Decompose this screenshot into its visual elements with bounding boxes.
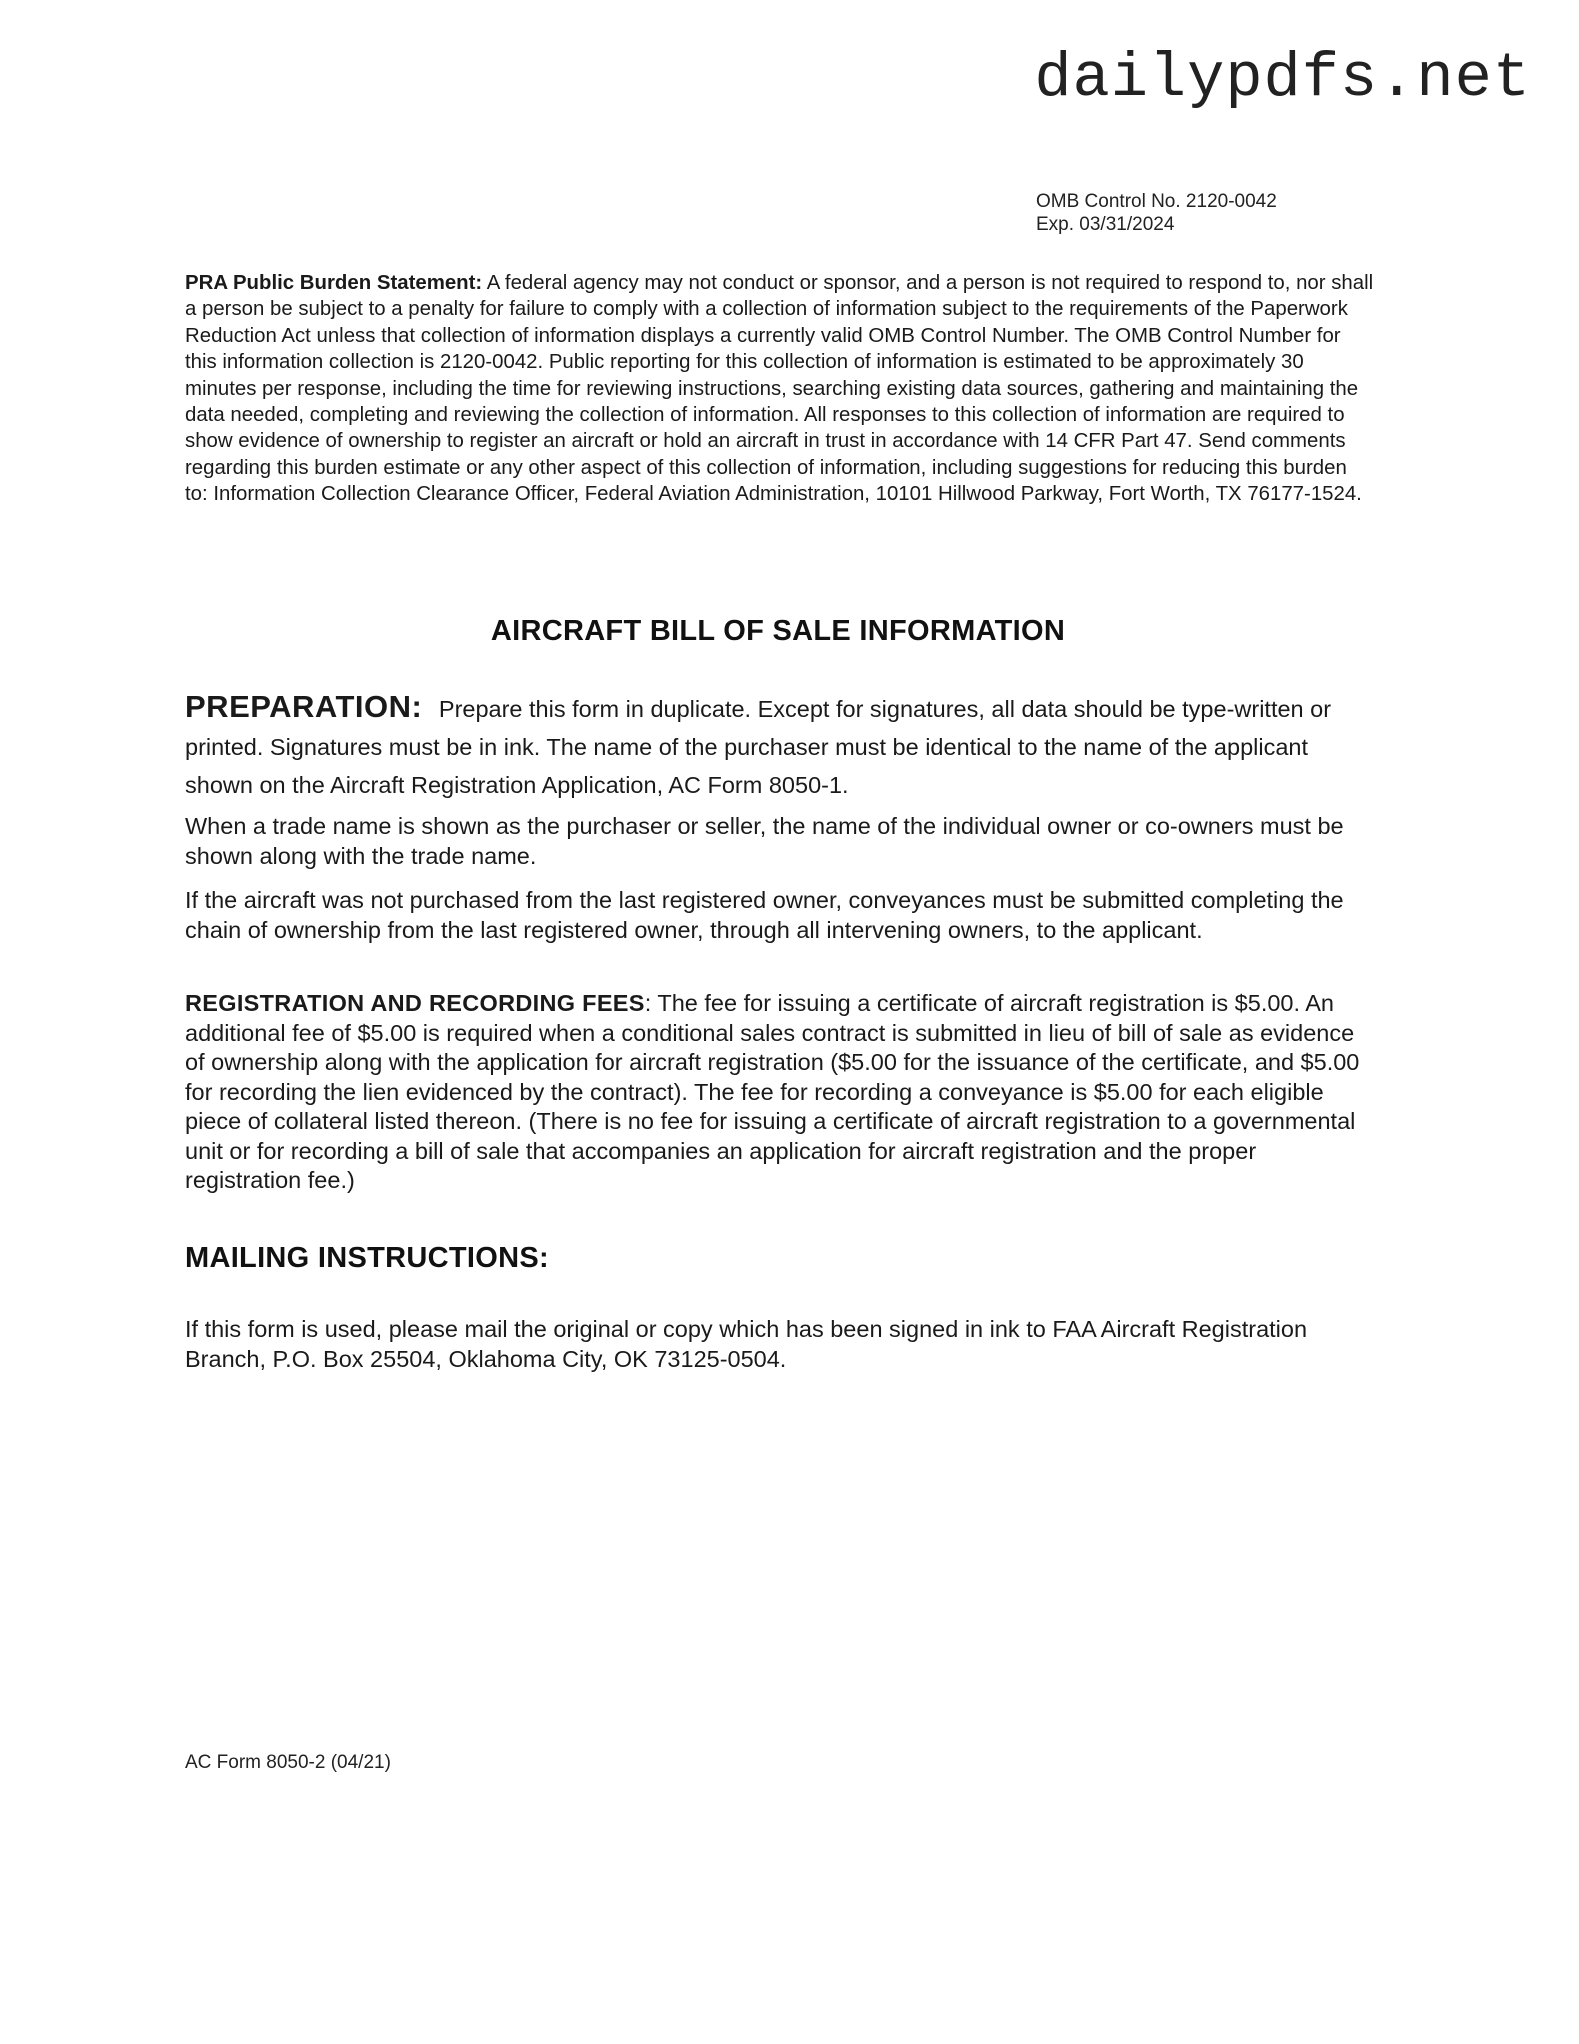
chain-of-ownership-paragraph: If the aircraft was not purchased from the last registered owner, conveyances must be submitted completing the chain of ownership from the last registered owner, through all intervening owners, to the applicant.	[185, 887, 1344, 943]
omb-control-block	[1036, 190, 1277, 236]
watermark: dailypdfs.net	[1034, 43, 1531, 114]
preparation-text: Prepare this form in duplicate. Except for signatures, all data should be type-written or printed. Signatures must be in ink. The name of the purchaser must be identical to the name of the applicant shown on the Aircraft Registration Application, AC Form 8050-1.	[185, 696, 1332, 798]
pra-label: PRA Public Burden Statement:	[185, 272, 483, 294]
form-number-footer: AC Form 8050-2 (04/21)	[185, 1752, 391, 1773]
omb-expiration: Exp. 03/31/2024	[1036, 214, 1175, 235]
preparation-section	[185, 688, 1375, 804]
fees-section	[185, 989, 1375, 1196]
pra-burden-statement	[185, 270, 1375, 508]
preparation-heading: PREPARATION:	[185, 689, 423, 724]
mailing-heading: MAILING INSTRUCTIONS:	[185, 1242, 549, 1274]
fees-heading: REGISTRATION AND RECORDING FEES	[185, 990, 645, 1016]
fees-text: : The fee for issuing a certificate of aircraft registration is $5.00. An additional fee of $5.00 is required when a conditional sales contract is submitted in lieu of bill of sale as evidence of ownership along with the application for aircraft registration ($5.00 for the issuance of the certificate, and $5.00 for recording the lien evidenced by the contract). The fee for recording a conveyance is $5.00 for each eligible piece of collateral listed thereon. (There is no fee for issuing a certificate of aircraft registration to a governmental unit or for recording a bill of sale that accompanies an application for aircraft registration and the proper registration fee.)	[185, 990, 1360, 1193]
page-title: AIRCRAFT BILL OF SALE INFORMATION	[490, 615, 1066, 647]
mailing-text: If this form is used, please mail the original or copy which has been signed in ink to FAA Aircraft Registration Branch, P.O. Box 25504, Oklahoma City, OK 73125-0504.	[185, 1316, 1308, 1372]
pra-text: A federal agency may not conduct or sponsor, and a person is not required to respond to, nor shall a person be subject to a penalty for failure to comply with a collection of information subject to the requirements of the Paperwork Reduction Act unless that collection of information displays a currently valid OMB Control Number. The OMB Control Number for this information collection is 2120-0042. Public reporting for this collection of information is estimated to be approximately 30 minutes per response, including the time for reviewing instructions, searching existing data sources, gathering and maintaining the data needed, completing and reviewing the collection of information. All responses to this collection of information are required to show evidence of ownership to register an aircraft or hold an aircraft in trust in accordance with 14 CFR Part 47. Send comments regarding this burden estimate or any other aspect of this collection of information, including suggestions for reducing this burden to: Information Collection Clearance Officer, Federal Aviation Administration, 10101 Hillwood Parkway, Fort Worth, TX 76177-1524.	[185, 272, 1374, 506]
trade-name-paragraph: When a trade name is shown as the purchaser or seller, the name of the individual owner or co-owners must be shown along with the trade name.	[185, 813, 1344, 869]
omb-control-number: OMB Control No. 2120-0042	[1036, 191, 1277, 212]
